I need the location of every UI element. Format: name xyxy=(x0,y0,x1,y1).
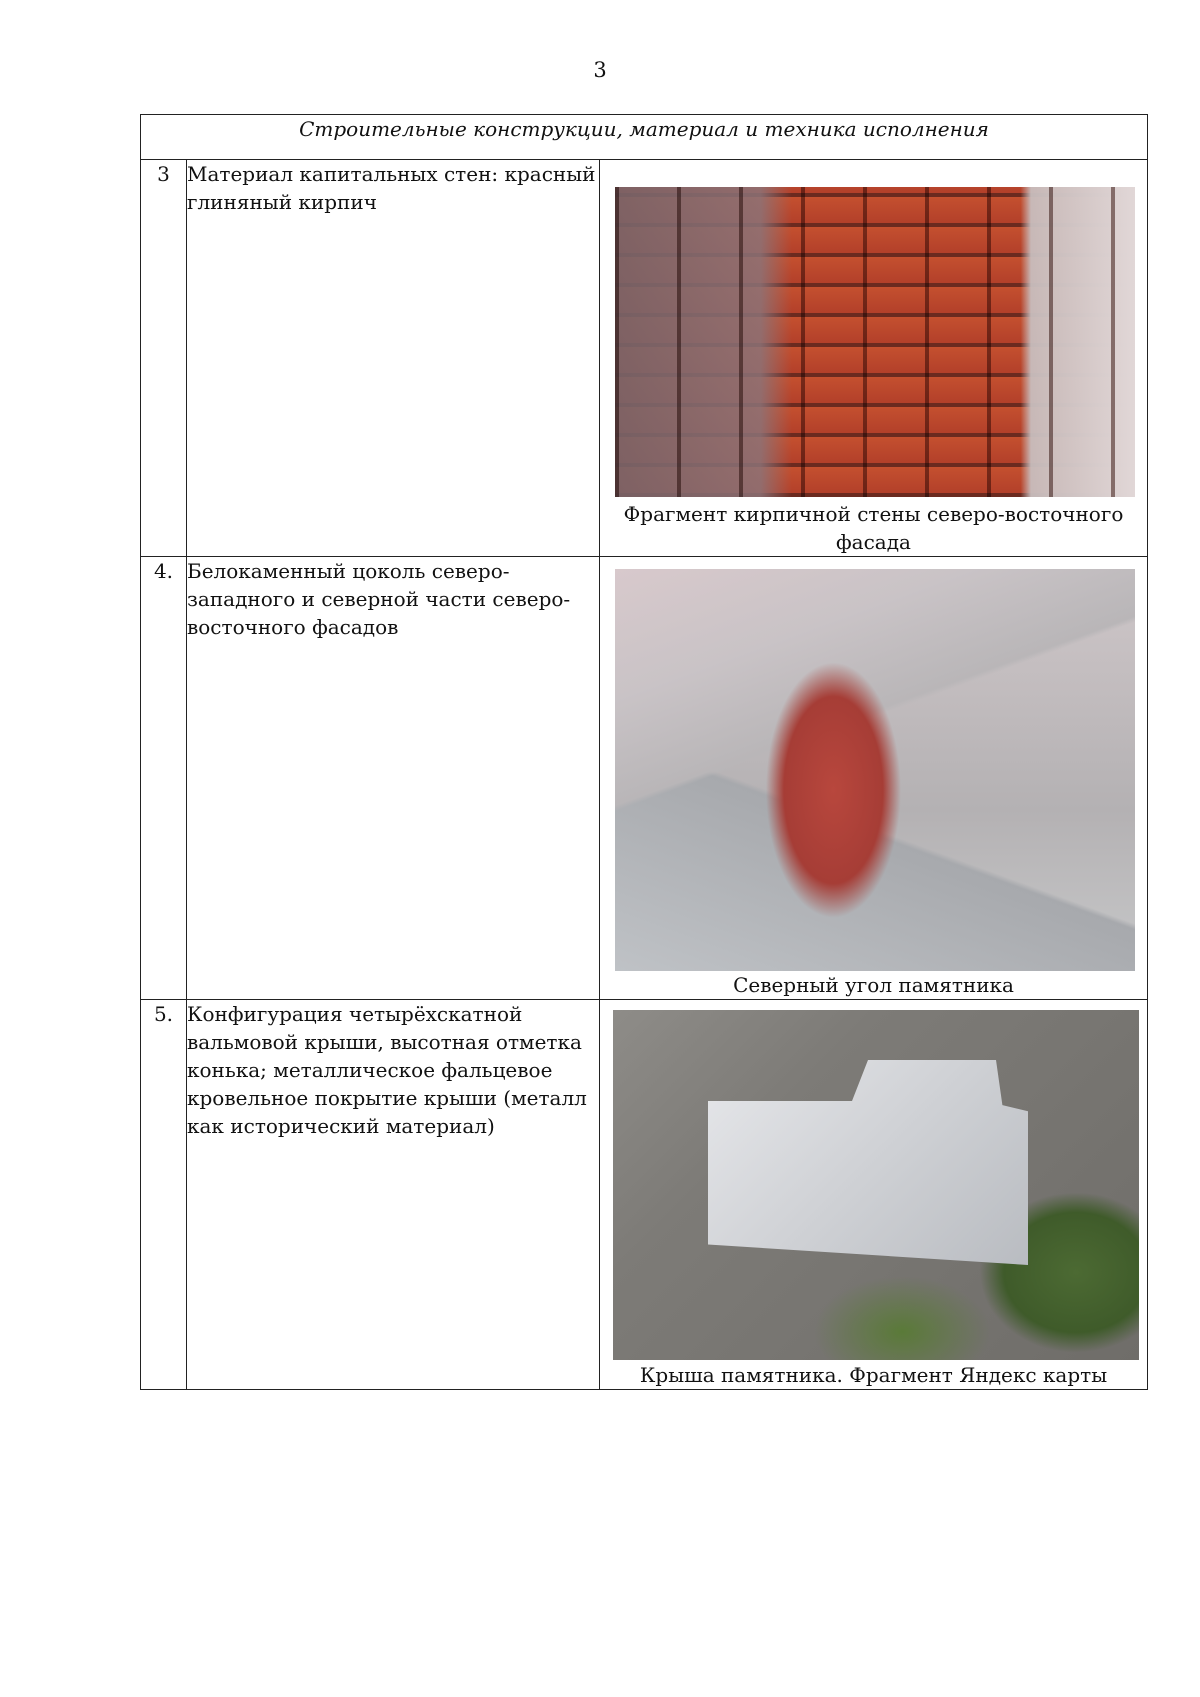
page-number: 3 xyxy=(593,58,607,82)
section-header-row xyxy=(141,115,1148,160)
brick-joints-texture xyxy=(615,187,1135,497)
row-number: 4. xyxy=(141,557,187,1000)
table-row xyxy=(141,1000,1148,1390)
row-description: Белокаменный цоколь северо-западного и северной части северо-восточного фасадов xyxy=(187,557,600,1000)
photo-cell xyxy=(600,1000,1148,1390)
construction-table xyxy=(140,114,1148,1390)
roof-shape xyxy=(708,1060,1028,1265)
photo-cell xyxy=(600,557,1148,1000)
row-description: Конфигурация четырёхскатной вальмовой крыши, высотная отметка конька; металлическое фальцевое кровельное покрытие крыши (металл как исторический материал) xyxy=(187,1000,600,1390)
table-row xyxy=(141,557,1148,1000)
table-row xyxy=(141,160,1148,557)
section-header: Строительные конструкции, материал и техника исполнения xyxy=(141,115,1148,160)
roof-aerial-photo xyxy=(613,1010,1139,1360)
photo-caption: Северный угол памятника xyxy=(733,973,1014,997)
brick-wall-photo xyxy=(615,187,1135,497)
photo-caption: Фрагмент кирпичной стены северо-восточного фасада xyxy=(623,502,1124,554)
photo-caption: Крыша памятника. Фрагмент Яндекс карты xyxy=(639,1363,1108,1387)
photo-cell xyxy=(600,160,1148,557)
row-description: Материал капитальных стен: красный глиняный кирпич xyxy=(187,160,600,557)
stone-plinth-photo xyxy=(615,569,1135,971)
row-number: 3 xyxy=(141,160,187,557)
row-number: 5. xyxy=(141,1000,187,1390)
